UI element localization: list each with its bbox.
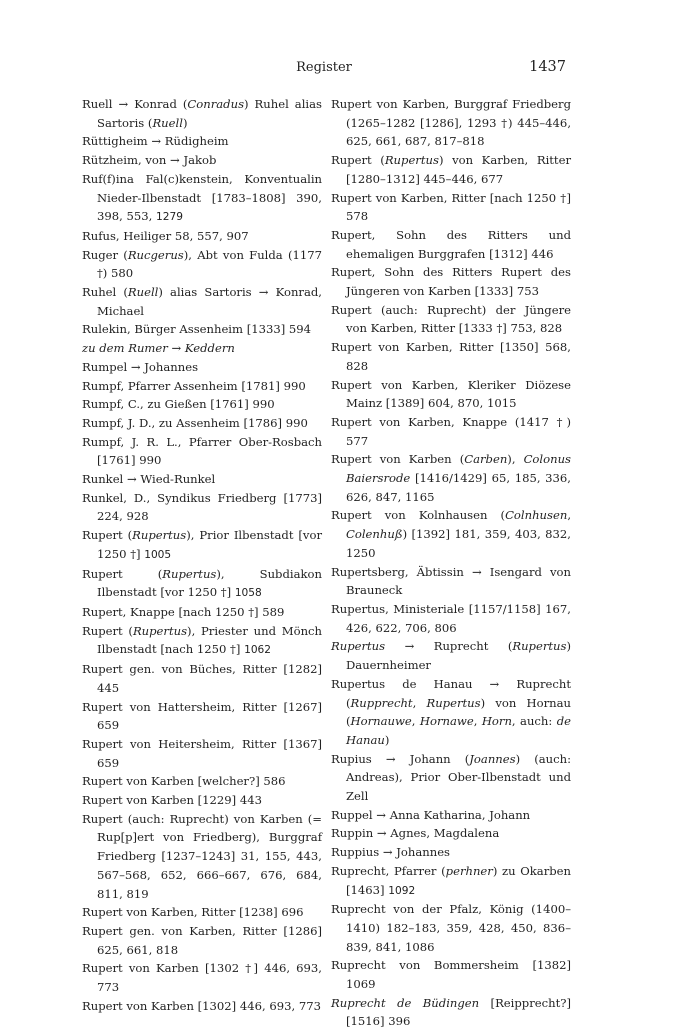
index-entry: Rumpf, Pfarrer Assenheim [1781] 990: [82, 378, 306, 393]
index-entry: Rupert (auch: Ruprecht) der Jüngere von Karben, Ritter [1333 †] 753, 828: [331, 302, 571, 336]
index-entry: Rupert (Rupertus), Prior Ilbenstadt [vor 1250 †] 1005: [82, 528, 322, 561]
index-entry: Rupert, Sohn des Ritters Rupert des Jüngeren von Karben [1333] 753: [331, 265, 571, 299]
index-column-left: [82, 95, 322, 1015]
index-entry: Rufus, Heiliger 58, 557, 907: [82, 228, 249, 243]
index-entry: Rüttigheim → Rüdigheim: [82, 134, 229, 149]
index-entry: Ruell → Konrad (Conradus) Ruhel alias Sartoris (Ruell): [82, 97, 322, 130]
index-entry: Ruppin → Agnes, Magdalena: [331, 826, 500, 841]
index-entry: Ruhel (Ruell) alias Sartoris → Konrad, Michael: [82, 285, 322, 318]
index-entry: Rupert von Karben, Burggraf Friedberg (1265–1282 [1286], 1293 †) 445–446, 625, 661, 687, 817–818: [331, 97, 571, 149]
index-entry: Rupert von Karben [1302 †] 446, 693, 773: [82, 961, 322, 995]
index-entry: Rupert von Karben, Ritter [nach 1250 †] 578: [331, 190, 571, 224]
index-entry: Runkel, D., Syndikus Friedberg [1773] 224, 928: [82, 490, 322, 524]
index-entry: Ruprecht de Büdingen [Reipprecht?] [1516] 396: [331, 995, 571, 1029]
index-entry: Rumpf, J. R. L., Pfarrer Ober-Rosbach [1761] 990: [82, 434, 322, 468]
index-entry: Rupertus de Hanau → Ruprecht (Rupprecht, Rupertus) von Hornau (Hornauwe, Hornawe, Horn, auch: de Hanau): [331, 676, 571, 747]
index-entry: Rupert (Rupertus) von Karben, Ritter [1280–1312] 445–446, 677: [331, 153, 571, 186]
index-entry: Rupert (Rupertus), Priester und Mönch Ilbenstadt [nach 1250 †] 1062: [82, 623, 322, 657]
index-entry: Runkel → Wied-Runkel: [82, 472, 216, 487]
index-entry: Rupert von Heitersheim, Ritter [1367] 659: [82, 736, 322, 770]
index-entry: Ruprecht von der Pfalz, König (1400–1410) 182–183, 359, 428, 450, 836–839, 841, 1086: [331, 902, 571, 954]
index-entry: Ruppel → Anna Katharina, Johann: [331, 807, 531, 822]
index-entry: Rupert von Karben, Ritter [1350] 568, 828: [331, 340, 571, 373]
index-entry: Ruprecht von Bommersheim [1382] 1069: [331, 958, 571, 992]
index-entry: Rupert von Karben, Ritter [1238] 696: [82, 905, 304, 920]
index-entry: Ruprecht, Pfarrer (perhner) zu Okarben [1463] 1092: [331, 863, 571, 897]
index-entry: Rupert von Karben, Kleriker Diözese Mainz [1389] 604, 870, 1015: [331, 377, 571, 411]
index-entry: Rupert von Karben [welcher?] 586: [82, 774, 286, 789]
index-entry: Rumpf, J. D., zu Assenheim [1786] 990: [82, 415, 308, 430]
index-entry: Rulekin, Bürger Assenheim [1333] 594: [82, 322, 312, 337]
index-entry: Rupert von Kolnhausen (Colnhusen, Colenhuß) [1392] 181, 359, 403, 832, 1250: [331, 508, 571, 560]
index-entry: Rupert gen. von Karben, Ritter [1286] 625, 661, 818: [82, 923, 322, 957]
index-entry: Rupert von Karben [1229] 443: [82, 793, 262, 808]
page-header: [82, 60, 566, 84]
index-entry: Rupert (Rupertus), Subdiakon Ilbenstadt [vor 1250 †] 1058: [82, 566, 322, 600]
index-entry: Rupert von Hattersheim, Ritter [1267] 659: [82, 699, 322, 733]
index-entry: Rupertus → Ruprecht (Rupertus) Dauernheimer: [331, 639, 571, 673]
index-column-right: [331, 95, 571, 1031]
index-entry: Ruppius → Johannes: [331, 845, 451, 860]
index-entry: Rumpf, C., zu Gießen [1761] 990: [82, 397, 275, 412]
index-entry: Rupert von Karben [1302] 446, 693, 773: [82, 998, 321, 1013]
index-entry: Rupert gen. von Büches, Ritter [1282] 445: [82, 662, 322, 695]
index-entry: Rupius → Johann (Joannes) (auch: Andreas), Prior Ober-Ilbenstadt und Zell: [331, 751, 571, 804]
index-entry: Rützheim, von → Jakob: [82, 153, 217, 168]
index-entry: Rupertsberg, Äbtissin → Isengard von Brauneck: [331, 564, 571, 598]
index-entry: Rupert von Karben (Carben), Colonus Baiersrode [1416/1429] 65, 185, 336, 626, 847, 1165: [331, 452, 571, 504]
index-entry: Rupertus, Ministeriale [1157/1158] 167, 426, 622, 706, 806: [331, 601, 571, 635]
index-entry: Ruf(f)ina Fal(c)kenstein, Konventualin Nieder-Ilbenstadt [1783–1808] 390, 398, 553, 1279: [82, 171, 322, 224]
page-number: 1437: [529, 59, 566, 75]
index-entry: Rupert von Karben, Knappe (1417 †) 577: [331, 414, 571, 448]
running-title: Register: [296, 60, 352, 75]
index-entry: Rupert (auch: Ruprecht) von Karben (= Rup[p]ert von Friedberg), Burggraf Friedberg [1237–1243] 31, 155, 443, 567–568, 652, 666–667, 676, 684, 811, 819: [82, 811, 322, 901]
index-entry: Rupert, Sohn des Ritters und ehemaligen Burggrafen [1312] 446: [331, 227, 571, 261]
index-entry: Rumpel → Johannes: [82, 359, 199, 374]
index-entry: zu dem Rumer → Keddern: [82, 341, 235, 356]
index-entry: Rupert, Knappe [nach 1250 †] 589: [82, 604, 285, 619]
index-entry: Ruger (Rucgerus), Abt von Fulda (1177 †) 580: [82, 247, 323, 281]
